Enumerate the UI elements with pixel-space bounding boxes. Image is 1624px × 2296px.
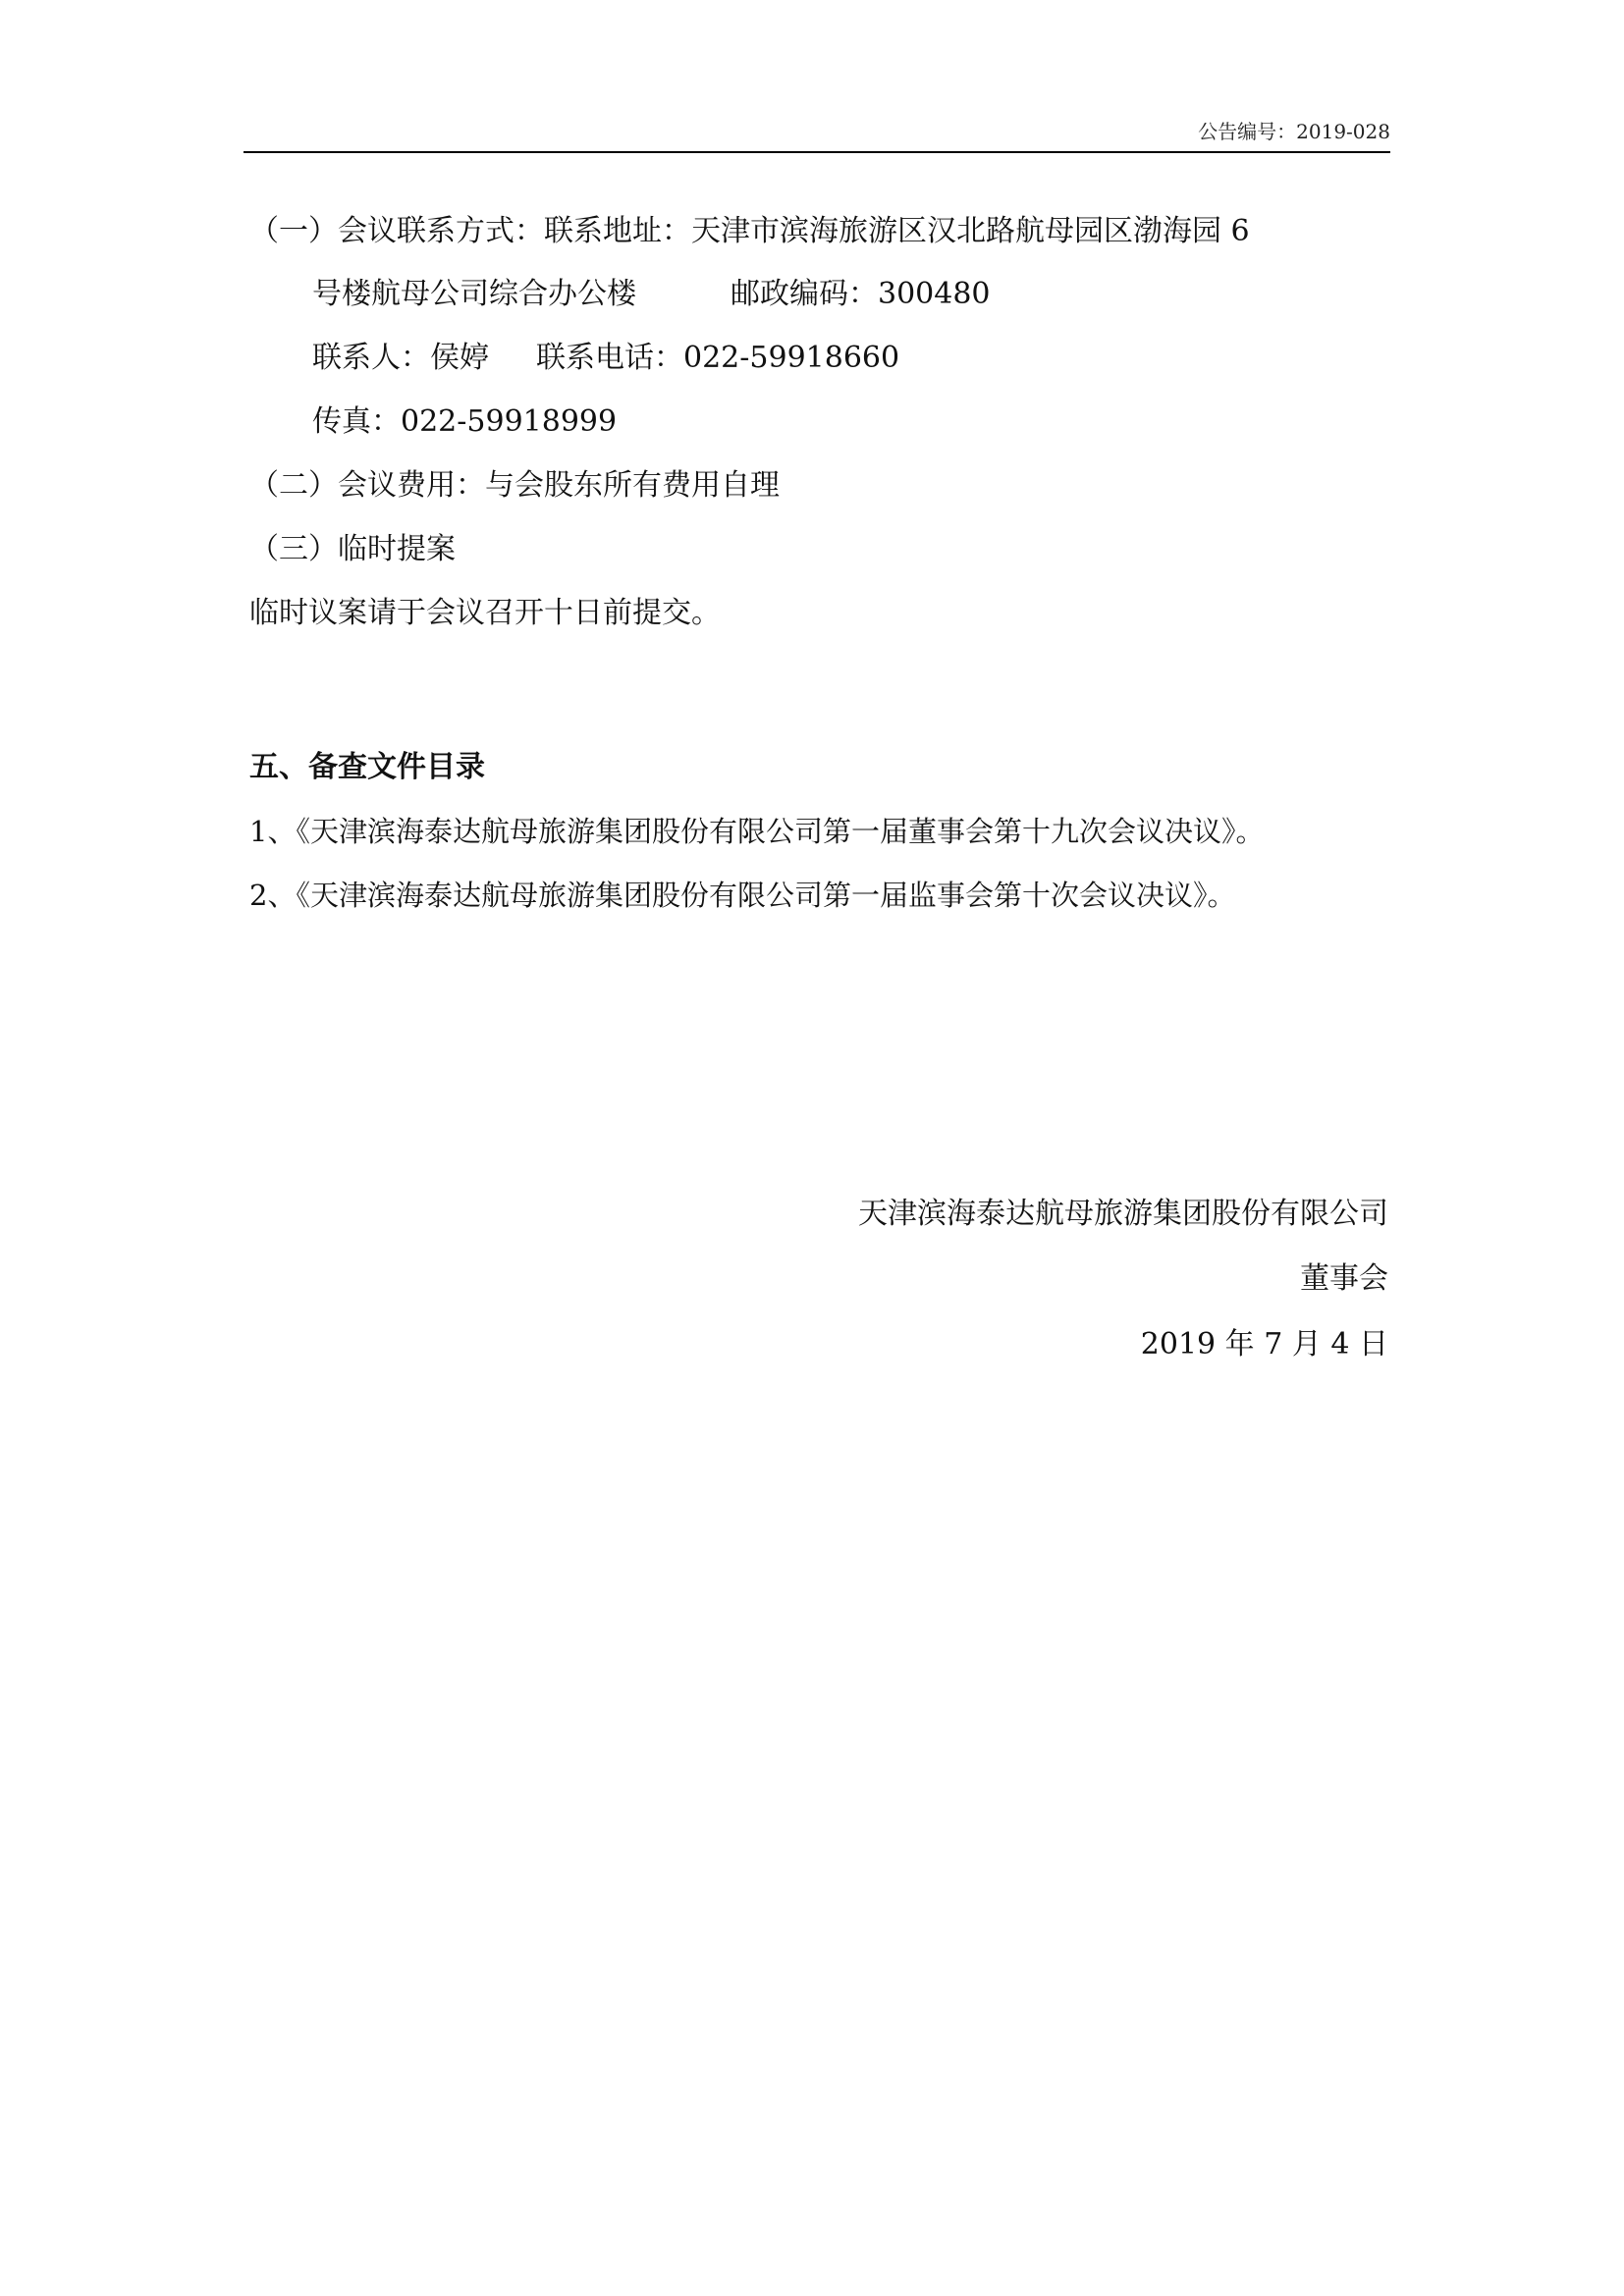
- reference-document: 1、《天津滨海泰达航母旅游集团股份有限公司第一届董事会第十九次会议决议》。: [249, 815, 1265, 848]
- contact-building: 号楼航母公司综合办公楼: [312, 277, 636, 311]
- meeting-fees: （二）会议费用：与会股东所有费用自理: [249, 468, 780, 503]
- announcement-number: 公告编号：2019-028: [1198, 120, 1390, 143]
- page-header: [244, 114, 1390, 153]
- signature-board: 董事会: [1300, 1261, 1388, 1296]
- reference-document: 2、《天津滨海泰达航母旅游集团股份有限公司第一届监事会第十次会议决议》。: [249, 879, 1236, 912]
- contact-person: 联系人：侯婷: [312, 341, 489, 375]
- contact-fax: 传真：022-59918999: [312, 404, 618, 439]
- contact-address-line: （一）会议联系方式：联系地址：天津市滨海旅游区汉北路航母园区渤海园 6: [249, 214, 1250, 248]
- section-heading: 五、备查文件目录: [249, 750, 485, 784]
- contact-building-line: [312, 275, 991, 314]
- signature-date: 2019 年 7 月 4 日: [1140, 1327, 1388, 1362]
- temp-proposal-text: 临时议案请于会议召开十日前提交。: [249, 596, 721, 630]
- temp-proposal-heading: （三）临时提案: [249, 532, 456, 566]
- contact-person-line: [312, 339, 899, 378]
- postal-code: 邮政编码：300480: [731, 277, 991, 311]
- contact-phone: 联系电话：022-59918660: [536, 341, 900, 375]
- signature-company: 天津滨海泰达航母旅游集团股份有限公司: [858, 1197, 1388, 1231]
